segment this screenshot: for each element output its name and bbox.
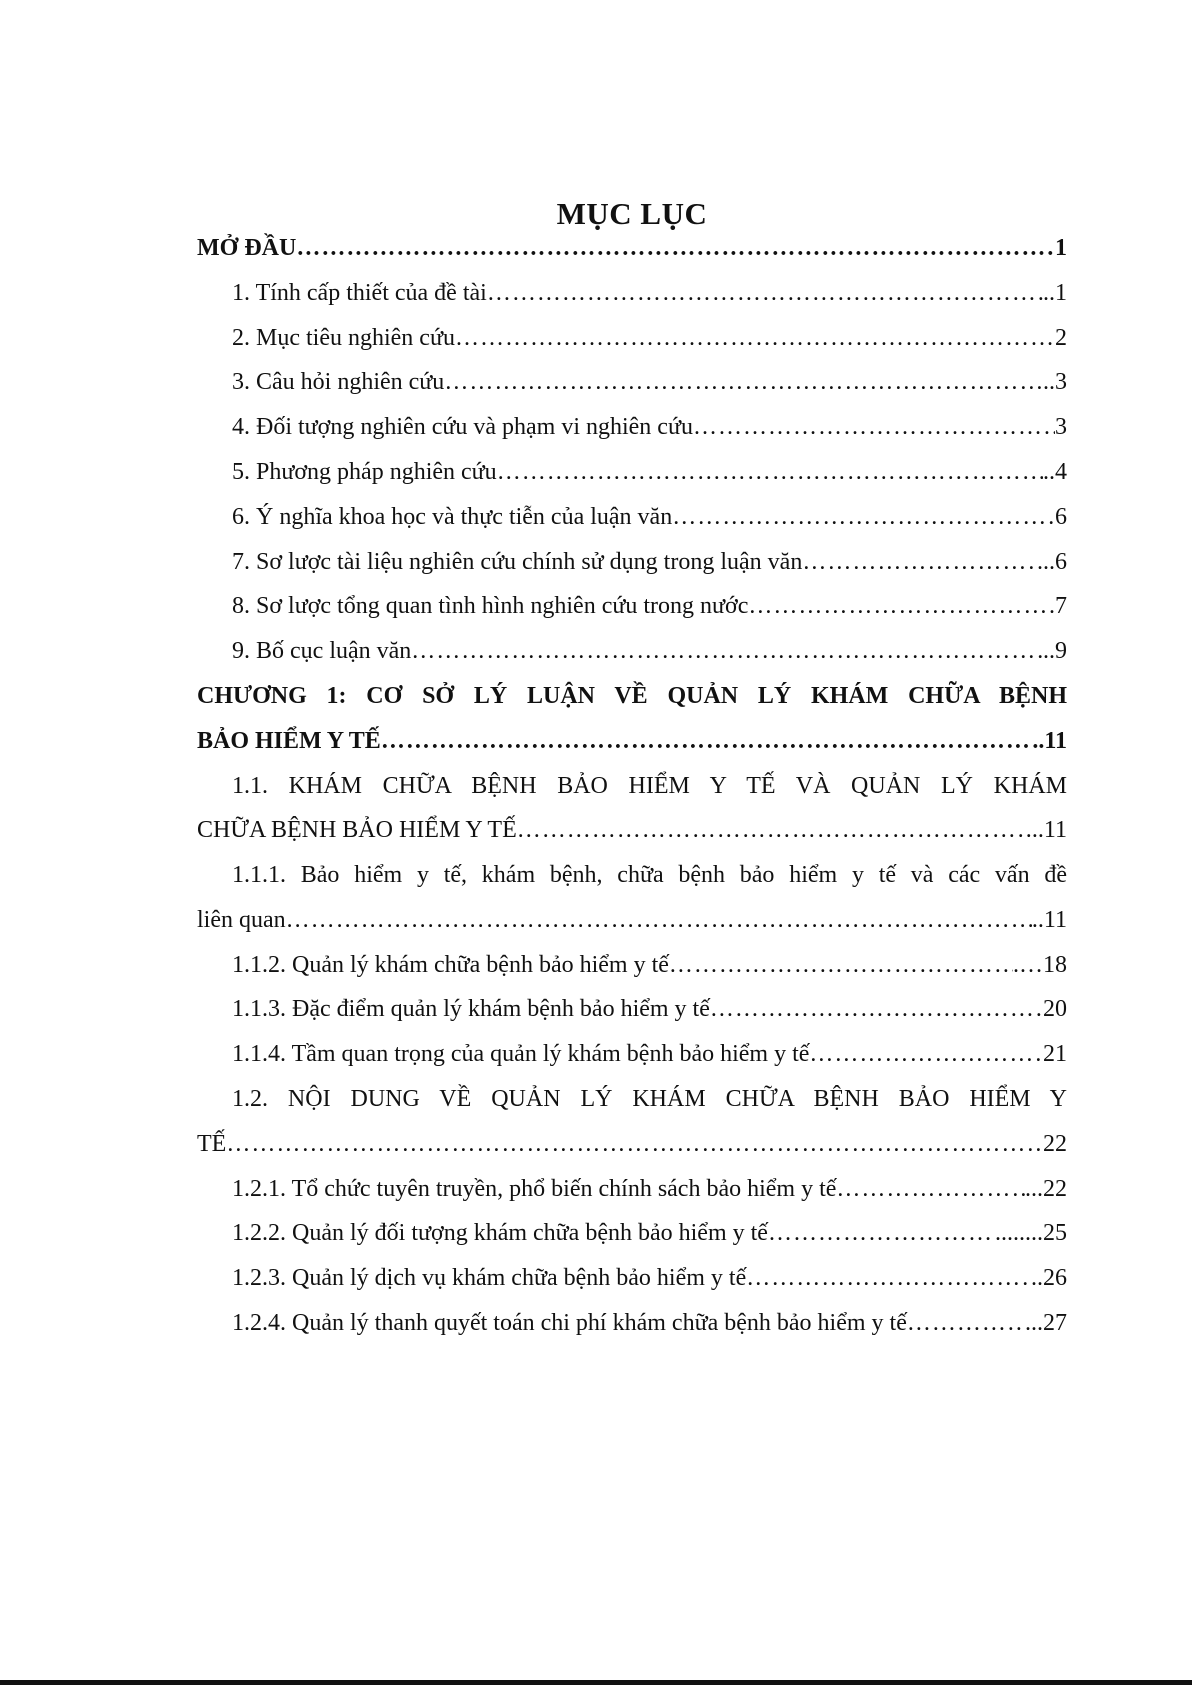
toc-entry <box>232 631 1067 671</box>
toc-entry-page: ...6 <box>1037 549 1067 575</box>
toc-entry <box>232 1034 1067 1074</box>
toc-entry <box>232 1303 1067 1343</box>
toc-entry-page: 22 <box>1043 1131 1067 1157</box>
toc-entry-page: 21 <box>1043 1041 1067 1067</box>
toc-entry-page: ..11 <box>1031 907 1067 933</box>
toc-entry-text: 9. Bố cục luận văn <box>232 638 412 664</box>
toc-entry <box>232 1169 1067 1209</box>
toc-entry-page: ..11 <box>1031 817 1067 843</box>
toc-entry-text: CHỮA BỆNH BẢO HIỂM Y TẾ <box>197 817 517 843</box>
toc-entry-page: ...27 <box>1025 1310 1067 1336</box>
dot-leader <box>768 1213 995 1253</box>
toc-entry-text: liên quan <box>197 907 286 933</box>
toc-entry <box>197 900 1067 940</box>
toc-entry <box>232 1258 1067 1298</box>
toc-section-heading: 1.2. NỘI DUNG VỀ QUẢN LÝ KHÁM CHỮA BỆNH BẢO HIỂM Y <box>232 1086 1067 1112</box>
toc-entry <box>197 721 1067 761</box>
dot-leader <box>444 362 1043 402</box>
toc-entry-text: 1.2.4. Quản lý thanh quyết toán chi phí khám chữa bệnh bảo hiểm y tế <box>232 1310 907 1336</box>
toc-entry-text: 4. Đối tượng nghiên cứu và phạm vi nghiên cứu <box>232 414 693 440</box>
dot-leader <box>802 542 1037 582</box>
toc-entry-page: ..4 <box>1043 459 1067 485</box>
toc-entry <box>197 228 1067 268</box>
toc-section-heading: 1.1. KHÁM CHỮA BỆNH BẢO HIỂM Y TẾ VÀ QUẢN LÝ KHÁM <box>232 773 1067 799</box>
toc-entry-text: 1.1.4. Tầm quan trọng của quản lý khám bệnh bảo hiểm y tế <box>232 1041 810 1067</box>
dot-leader <box>517 810 1032 850</box>
toc-entry <box>232 1213 1067 1253</box>
toc-entry-text: 2. Mục tiêu nghiên cứu <box>232 325 455 351</box>
toc-entry-page: ........25 <box>995 1220 1067 1246</box>
toc-entry-page: ...22 <box>1025 1176 1067 1202</box>
dot-leader <box>226 1124 1043 1164</box>
dot-leader <box>907 1303 1025 1343</box>
dot-leader <box>748 586 1049 626</box>
toc-entry-text: 1.2.2. Quản lý đối tượng khám chữa bệnh bảo hiểm y tế <box>232 1220 768 1246</box>
dot-leader <box>672 497 1055 537</box>
dot-leader <box>296 228 1055 268</box>
toc-chapter-heading: CHƯƠNG 1: CƠ SỞ LÝ LUẬN VỀ QUẢN LÝ KHÁM CHỮA BỆNH <box>197 683 1067 709</box>
toc-entry-page: .…18 <box>1013 952 1067 978</box>
bottom-border <box>0 1680 1192 1685</box>
toc-entry-page: ..1 <box>1043 280 1067 306</box>
dot-leader <box>746 1258 1031 1298</box>
toc-entry <box>232 542 1067 582</box>
toc-entry-page: .7 <box>1049 593 1067 619</box>
page-title: MỤC LỤC <box>556 196 708 231</box>
toc-entry-page: ..11 <box>1032 728 1067 754</box>
toc-entry-text: 1.2.3. Quản lý dịch vụ khám chữa bệnh bảo hiểm y tế <box>232 1265 747 1291</box>
toc-entry-text: 8. Sơ lược tổng quan tình hình nghiên cứu trong nước <box>232 593 749 619</box>
toc-entry <box>232 318 1067 358</box>
dot-leader <box>809 1034 1043 1074</box>
toc-entry-page: ..9 <box>1043 638 1067 664</box>
dot-leader <box>497 452 1043 492</box>
toc-entry-page: ..26 <box>1031 1265 1067 1291</box>
toc-entry-text: 1.1.2. Quản lý khám chữa bệnh bảo hiểm y tế <box>232 952 669 978</box>
toc-entry <box>232 273 1067 313</box>
toc-entry-text: TẾ <box>197 1131 227 1157</box>
toc-entry-page: 20 <box>1043 996 1067 1022</box>
toc-entry-page: ..3 <box>1043 369 1067 395</box>
toc-entry <box>232 945 1067 985</box>
dot-leader <box>411 631 1043 671</box>
dot-leader <box>836 1169 1025 1209</box>
toc-entry-page: 1 <box>1055 235 1067 261</box>
toc-entry-text: BẢO HIỂM Y TẾ <box>197 728 381 754</box>
toc-entry <box>232 452 1067 492</box>
toc-entry <box>197 1124 1067 1164</box>
toc-entry-text: 1.1.3. Đặc điểm quản lý khám bệnh bảo hiểm y tế <box>232 996 710 1022</box>
toc-entry-text: 1. Tính cấp thiết của đề tài <box>232 280 487 306</box>
toc-entry-text: 1.2.1. Tổ chức tuyên truyền, phổ biến chính sách bảo hiểm y tế <box>232 1176 837 1202</box>
toc-entry-page: 6 <box>1055 504 1067 530</box>
dot-leader <box>693 407 1055 447</box>
toc-entry <box>232 586 1067 626</box>
toc-entry <box>232 407 1067 447</box>
dot-leader <box>381 721 1033 761</box>
dot-leader <box>669 945 1013 985</box>
toc-entry-text: 3. Câu hỏi nghiên cứu <box>232 369 445 395</box>
toc-entry <box>232 989 1067 1029</box>
toc-entry <box>197 810 1067 850</box>
dot-leader <box>710 989 1043 1029</box>
toc-entry <box>232 497 1067 537</box>
toc-subsection-heading: 1.1.1. Bảo hiểm y tế, khám bệnh, chữa bệnh bảo hiểm y tế và các vấn đề <box>232 862 1067 888</box>
dot-leader <box>455 318 1055 358</box>
dot-leader <box>286 900 1032 940</box>
toc-entry-text: 5. Phương pháp nghiên cứu <box>232 459 497 485</box>
toc-entry-text: MỞ ĐẦU <box>197 235 297 261</box>
toc-entry <box>232 362 1067 402</box>
dot-leader <box>487 273 1043 313</box>
toc-entry-page: 3 <box>1055 414 1067 440</box>
toc-entry-text: 6. Ý nghĩa khoa học và thực tiễn của luận văn <box>232 504 673 530</box>
toc-entry-text: 7. Sơ lược tài liệu nghiên cứu chính sử dụng trong luận văn <box>232 549 803 575</box>
toc-entry-page: 2 <box>1055 325 1067 351</box>
